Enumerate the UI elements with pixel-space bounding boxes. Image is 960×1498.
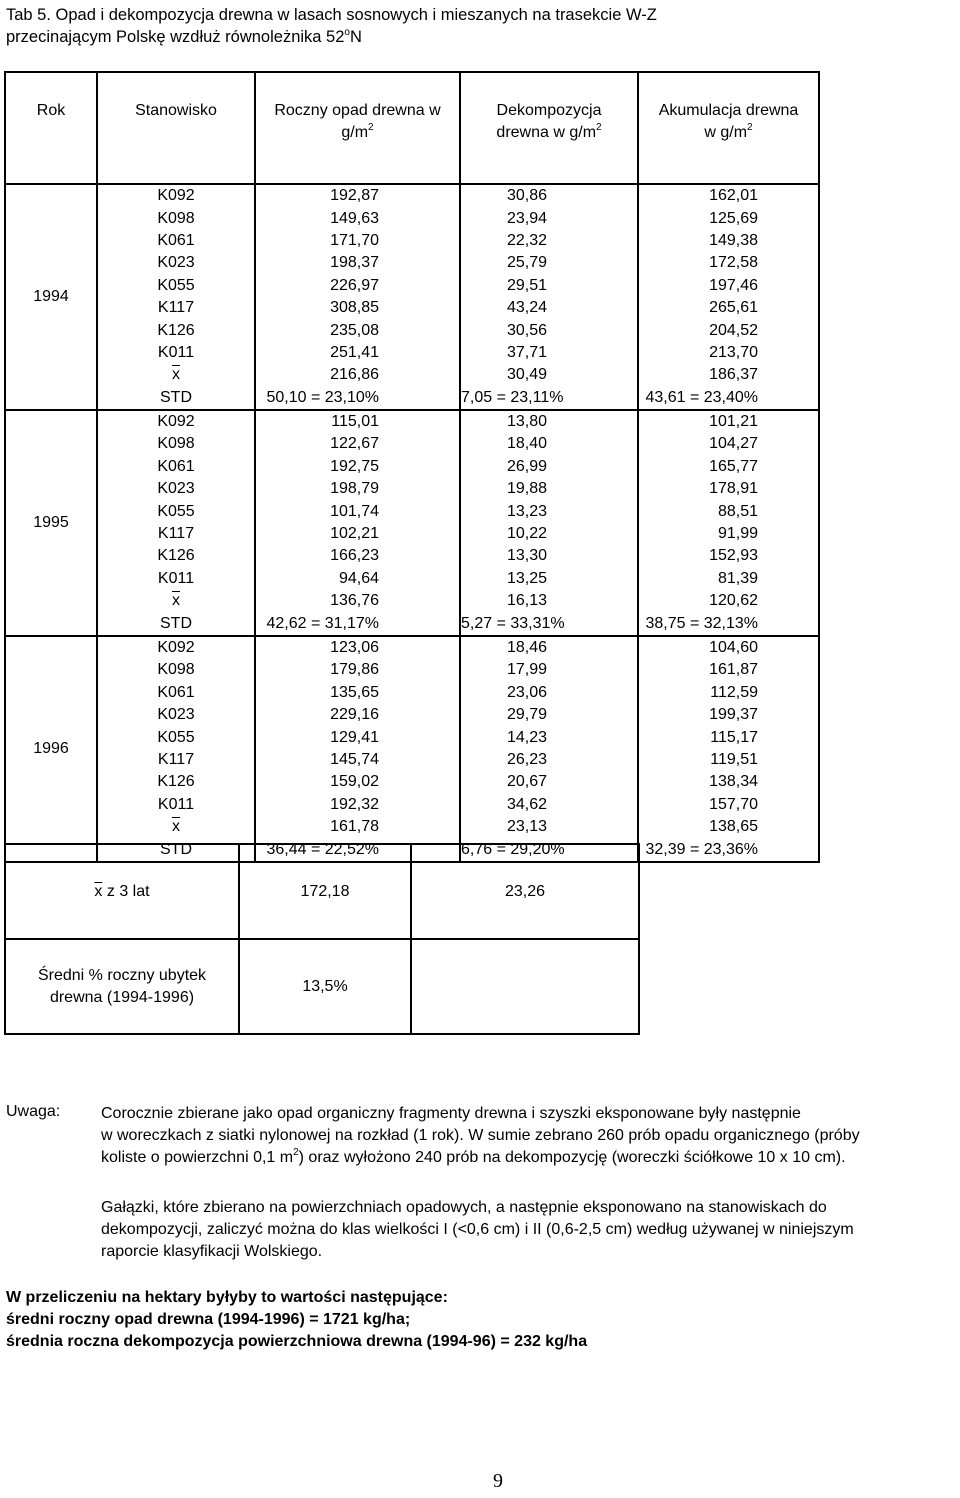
opad-cell: 166,23 — [255, 545, 460, 567]
akumulacja-cell: 138,65 — [709, 818, 758, 836]
akumulacja-cell: 204,52 — [709, 321, 758, 339]
table-row — [5, 500, 819, 522]
opad-cell: 251,41 — [255, 342, 460, 364]
caption-line-2: przecinającym Polskę wzdłuż równoleżnika 52$^o$N — [6, 26, 362, 46]
table-row — [5, 319, 819, 341]
opad-cell: 198,79 — [255, 478, 460, 500]
stanowisko-cell: STD — [97, 612, 255, 635]
dekompozycja-cell: 23,06 — [460, 682, 638, 704]
stanowisko-cell: K126 — [97, 319, 255, 341]
dekompozycja-cell: 26,23 — [460, 749, 638, 771]
akumulacja-cell: 104,27 — [709, 435, 758, 453]
dekompozycja-cell: 16,13 — [460, 590, 638, 612]
header-row — [5, 72, 819, 184]
table-row — [5, 612, 819, 635]
stanowisko-cell: STD — [97, 838, 255, 861]
caption-line-1: Tab 5. Opad i dekompozycja drewna w lasach sosnowych i mieszanych na trasekcie W-Z — [6, 6, 657, 24]
table-row — [5, 659, 819, 681]
opad-cell: 123,06 — [255, 636, 460, 659]
table-row — [5, 252, 819, 274]
dekompozycja-cell: 10,22 — [460, 523, 638, 545]
header-opad: Roczny opad drewna w $g/m^2$ — [255, 72, 460, 184]
dekompozycja-cell: 20,67 — [460, 771, 638, 793]
year-cell: 1995 — [5, 410, 97, 636]
table-row — [5, 749, 819, 771]
table-row — [5, 207, 819, 229]
akumulacja-cell: 199,37 — [709, 706, 758, 724]
akumulacja-cell: 161,87 — [709, 661, 758, 679]
dekompozycja-cell: 13,30 — [460, 545, 638, 567]
table-row — [5, 342, 819, 364]
stanowisko-cell: K011 — [97, 568, 255, 590]
opad-cell: 229,16 — [255, 704, 460, 726]
stanowisko-cell: K126 — [97, 771, 255, 793]
table-row — [5, 297, 819, 319]
dekompozycja-cell: 25,79 — [460, 252, 638, 274]
opad-cell: 94,64 — [255, 568, 460, 590]
opad-cell: 226,97 — [255, 275, 460, 297]
akumulacja-cell: 91,99 — [717, 525, 758, 543]
akumulacja-cell: 138,34 — [709, 773, 758, 791]
summary-loss-row — [5, 939, 639, 1034]
note-paragraph-1: Corocznie zbierane jako opad organiczny fragmenty drewna i szyszki eksponowane były następnie w woreczkach z siatki nylonowej na rozkład (1 rok). W sumie zebrano 260 prób opadu organicznego (próby koliste o powierzchni 0,1 $m^2$) oraz wyłożono 240 prób na dekompozycję (woreczki ściółkowe 10 x 10 cm). — [101, 1105, 860, 1166]
summary-mean-row — [5, 844, 639, 939]
dekompozycja-cell: 29,79 — [460, 704, 638, 726]
note-label: Uwaga: — [6, 1103, 61, 1120]
table-row — [5, 545, 819, 567]
akumulacja-cell: 213,70 — [709, 343, 758, 361]
opad-cell: 161,78 — [255, 816, 460, 838]
akumulacja-cell: 43,61 = 23,40% — [638, 387, 819, 410]
data-table — [4, 71, 820, 863]
opad-cell: 171,70 — [255, 230, 460, 252]
dekompozycja-cell: 13,25 — [460, 568, 638, 590]
stanowisko-cell: K117 — [97, 297, 255, 319]
dekompozycja-cell: 6,76 = 29,20% — [460, 838, 638, 861]
dekompozycja-cell: 37,71 — [460, 342, 638, 364]
dekompozycja-cell: 13,80 — [460, 410, 638, 433]
table-row — [5, 433, 819, 455]
table-row — [5, 726, 819, 748]
akumulacja-cell: 32,39 = 23,36% — [638, 838, 819, 861]
dekompozycja-cell: 23,13 — [460, 816, 638, 838]
dekompozycja-cell: 17,99 — [460, 659, 638, 681]
dekompozycja-cell: 30,49 — [460, 364, 638, 386]
table-row — [5, 230, 819, 252]
akumulacja-cell: 112,59 — [710, 683, 758, 701]
stanowisko-cell: K023 — [97, 704, 255, 726]
table-row — [5, 568, 819, 590]
stanowisko-cell: K098 — [97, 207, 255, 229]
stanowisko-cell: K061 — [97, 456, 255, 478]
opad-cell: 101,74 — [255, 500, 460, 522]
table-row — [5, 364, 819, 386]
akumulacja-cell: 149,38 — [709, 231, 758, 249]
opad-cell: 308,85 — [255, 297, 460, 319]
dekompozycja-cell: 34,62 — [460, 794, 638, 816]
akumulacja-cell: 119,51 — [710, 750, 758, 768]
stanowisko-cell: K061 — [97, 682, 255, 704]
table-row — [5, 771, 819, 793]
opad-cell: 216,86 — [255, 364, 460, 386]
table-row — [5, 816, 819, 838]
stanowisko-cell: K011 — [97, 342, 255, 364]
akumulacja-cell: 162,01 — [709, 187, 758, 205]
akumulacja-cell: 197,46 — [709, 276, 758, 294]
akumulacja-cell: 125,69 — [709, 209, 758, 227]
page-number: 9 — [493, 1470, 503, 1492]
stanowisko-cell: $\overline{x}$ — [97, 590, 255, 612]
opad-cell: 159,02 — [255, 771, 460, 793]
stanowisko-cell: $\overline{x}$ — [97, 816, 255, 838]
stanowisko-cell: STD — [97, 387, 255, 410]
akumulacja-cell: 178,91 — [709, 480, 758, 498]
opad-cell: 102,21 — [255, 523, 460, 545]
opad-cell: 192,32 — [255, 794, 460, 816]
dekompozycja-cell: 43,24 — [460, 297, 638, 319]
akumulacja-cell: 88,51 — [717, 502, 758, 520]
stanowisko-cell: K023 — [97, 478, 255, 500]
akumulacja-cell: 172,58 — [709, 254, 758, 272]
opad-cell: 235,08 — [255, 319, 460, 341]
dekompozycja-cell: 30,86 — [460, 184, 638, 207]
opad-cell: 36,44 = 22,52% — [255, 838, 460, 861]
stanowisko-cell: K055 — [97, 500, 255, 522]
conclusion-dekompozycja: średnia roczna dekompozycja powierzchniowa drewna (1994-96) = 232 kg/ha — [6, 1333, 588, 1350]
table-row — [5, 704, 819, 726]
stanowisko-cell: K117 — [97, 523, 255, 545]
year-cell: 1994 — [5, 184, 97, 410]
opad-cell: 192,75 — [255, 456, 460, 478]
summary-empty-cell — [411, 939, 639, 1034]
table-row — [5, 794, 819, 816]
dekompozycja-cell: 19,88 — [460, 478, 638, 500]
opad-cell: 136,76 — [255, 590, 460, 612]
header-dekompozycja: Dekompozycja drewna w $g/m^2$ — [460, 72, 638, 184]
dekompozycja-cell: 23,94 — [460, 207, 638, 229]
opad-cell: 192,87 — [255, 184, 460, 207]
summary-table — [4, 843, 640, 1035]
summary-mean-label: $\overline{x}$ z 3 lat — [5, 844, 239, 939]
table-row — [5, 184, 819, 207]
header-akumulacja: Akumulacja drewna w $g/m^2$ — [638, 72, 819, 184]
conclusion-block — [6, 1287, 587, 1353]
opad-cell: 149,63 — [255, 207, 460, 229]
akumulacja-cell: 186,37 — [709, 366, 758, 384]
dekompozycja-cell: 22,32 — [460, 230, 638, 252]
stanowisko-cell: K055 — [97, 726, 255, 748]
table-row — [5, 410, 819, 433]
stanowisko-cell: K126 — [97, 545, 255, 567]
dekompozycja-cell: 18,46 — [460, 636, 638, 659]
header-stanowisko: Stanowisko — [97, 72, 255, 184]
dekompozycja-cell: 7,05 = 23,11% — [460, 387, 638, 410]
dekompozycja-cell: 30,56 — [460, 319, 638, 341]
opad-cell: 122,67 — [255, 433, 460, 455]
year-cell: 1996 — [5, 636, 97, 862]
stanowisko-cell: K098 — [97, 433, 255, 455]
stanowisko-cell: K092 — [97, 184, 255, 207]
opad-cell: 135,65 — [255, 682, 460, 704]
stanowisko-cell: K092 — [97, 636, 255, 659]
akumulacja-cell: 157,70 — [709, 795, 758, 813]
table-row — [5, 523, 819, 545]
table-row — [5, 387, 819, 410]
akumulacja-cell: 120,62 — [709, 592, 758, 610]
opad-cell: 42,62 = 31,17% — [255, 612, 460, 635]
opad-cell: 115,01 — [255, 410, 460, 433]
summary-loss-label: Średni % roczny ubytek drewna (1994-1996) — [5, 939, 239, 1034]
akumulacja-cell: 101,21 — [709, 413, 758, 431]
summary-mean-dek: 23,26 — [411, 844, 639, 939]
akumulacja-cell: 265,61 — [709, 299, 758, 317]
stanowisko-cell: K098 — [97, 659, 255, 681]
table-row — [5, 456, 819, 478]
conclusion-opad: średni roczny opad drewna (1994-1996) = 1721 kg/ha; — [6, 1311, 411, 1328]
akumulacja-cell: 152,93 — [709, 547, 758, 565]
dekompozycja-cell: 29,51 — [460, 275, 638, 297]
akumulacja-cell: 38,75 = 32,13% — [638, 612, 819, 635]
note-paragraph-2: Gałązki, które zbierano na powierzchniach opadowych, a następnie eksponowano na stanowiskach do dekompozycji, zaliczyć można do klas wielkości I (<0,6 cm) i II (0,6-2,5 cm) według używanej w niniejszym raporcie klasyfikacji Wolskiego. — [101, 1199, 854, 1260]
stanowisko-cell: K061 — [97, 230, 255, 252]
dekompozycja-cell: 26,99 — [460, 456, 638, 478]
conclusion-heading: W przeliczeniu na hektary byłyby to wartości następujące: — [6, 1289, 448, 1306]
summary-mean-opad: 172,18 — [239, 844, 411, 939]
stanowisko-cell: K117 — [97, 749, 255, 771]
akumulacja-cell: 115,17 — [710, 728, 758, 746]
opad-cell: 129,41 — [255, 726, 460, 748]
table-row — [5, 478, 819, 500]
header-rok: Rok — [5, 72, 97, 184]
table-row — [5, 682, 819, 704]
stanowisko-cell: K011 — [97, 794, 255, 816]
akumulacja-cell: 81,39 — [717, 569, 758, 587]
dekompozycja-cell: 5,27 = 33,31% — [460, 612, 638, 635]
dekompozycja-cell: 14,23 — [460, 726, 638, 748]
stanowisko-cell: K092 — [97, 410, 255, 433]
summary-loss-value: 13,5% — [239, 939, 411, 1034]
stanowisko-cell: $\overline{x}$ — [97, 364, 255, 386]
dekompozycja-cell: 18,40 — [460, 433, 638, 455]
opad-cell: 145,74 — [255, 749, 460, 771]
table-row — [5, 590, 819, 612]
stanowisko-cell: K055 — [97, 275, 255, 297]
opad-cell: 179,86 — [255, 659, 460, 681]
akumulacja-cell: 165,77 — [709, 457, 758, 475]
opad-cell: 198,37 — [255, 252, 460, 274]
table-row — [5, 275, 819, 297]
akumulacja-cell: 104,60 — [709, 639, 758, 656]
table-row — [5, 636, 819, 659]
dekompozycja-cell: 13,23 — [460, 500, 638, 522]
table-caption — [6, 4, 946, 48]
opad-cell: 50,10 = 23,10% — [255, 387, 460, 410]
stanowisko-cell: K023 — [97, 252, 255, 274]
